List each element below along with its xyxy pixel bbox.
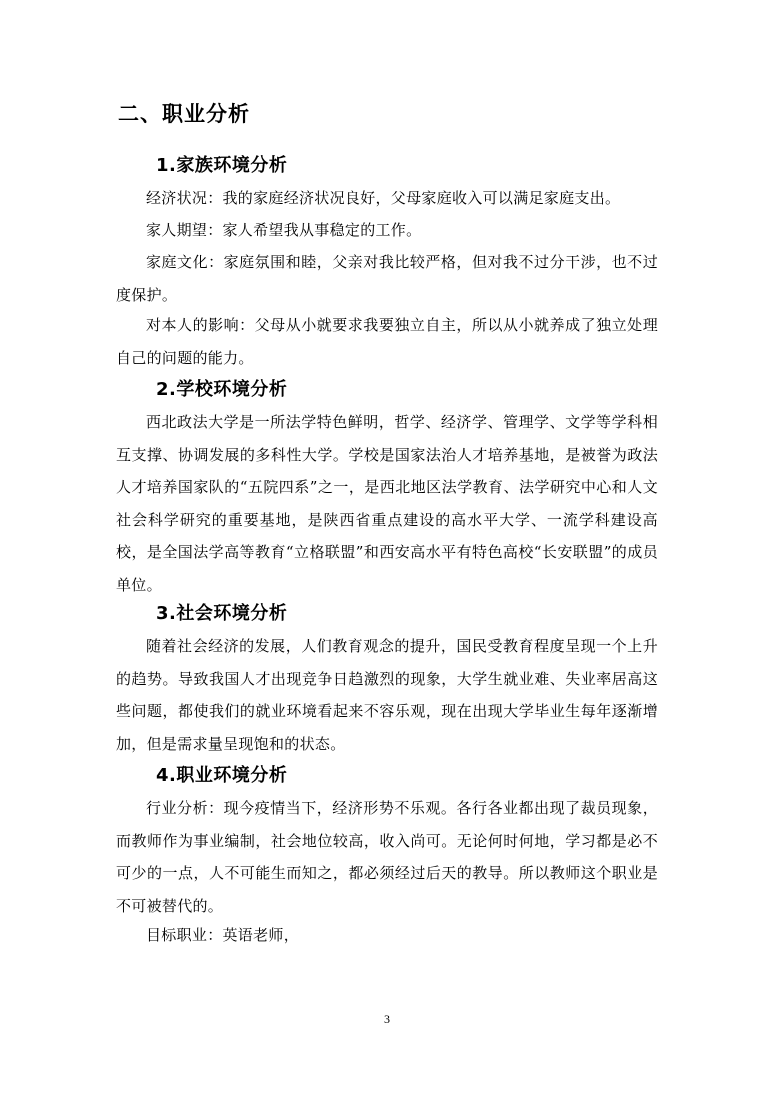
section-title: 二、职业分析 [118,102,250,126]
paragraph-influence: 对本人的影响：父母从小就要求我要独立自主，所以从小就养成了独立处理自己的问题的能力。 [116,316,658,367]
paragraph-economic-status: 经济状况：我的家庭经济状况良好，父母家庭收入可以满足家庭支出。 [146,189,621,207]
subsection-heading-school: 2.学校环境分析 [156,379,288,400]
paragraph-school: 西北政法大学是一所法学特色鲜明，哲学、经济学、管理学、文学等学科相互支撑、协调发展的多科性大学。学校是国家法治人才培养基地，是被誉为政法人才培养国家队的“五院四系”之一，是西北地区法学教育、法学研究中心和人文社会科学研究的重要基地，是陕西省重点建设的高水平大学、一流学科建设高校，是全国法学高等教育“立格联盟”和西安高水平有特色高校“长安联盟”的成员单位。 [116,413,658,594]
paragraph-family-expectation: 家人期望：家人希望我从事稳定的工作。 [146,221,422,239]
paragraph-target-career: 目标职业：英语老师， [146,926,300,944]
subsection-heading-family: 1.家族环境分析 [156,155,288,176]
subsection-heading-career: 4.职业环境分析 [156,765,288,786]
subsection-heading-society: 3.社会环境分析 [156,603,288,624]
paragraph-family-culture: 家庭文化：家庭氛围和睦，父亲对我比较严格，但对我不过分干涉，也不过度保护。 [116,253,658,304]
page-number: 3 [384,1012,390,1026]
paragraph-industry-analysis: 行业分析：现今疫情当下，经济形势不乐观。各行各业都出现了裁员现象，而教师作为事业编制，社会地位较高，收入尚可。无论何时何地，学习都是必不可少的一点，人不可能生而知之，都必须经过后天的教导。所以教师这个职业是不可被替代的。 [116,799,658,915]
paragraph-society: 随着社会经济的发展，人们教育观念的提升，国民受教育程度呈现一个上升的趋势。导致我国人才出现竞争日趋激烈的现象，大学生就业难、失业率居高这些问题，都使我们的就业环境看起来不容乐观，现在出现大学毕业生每年逐渐增加，但是需求量呈现饱和的状态。 [116,637,658,753]
